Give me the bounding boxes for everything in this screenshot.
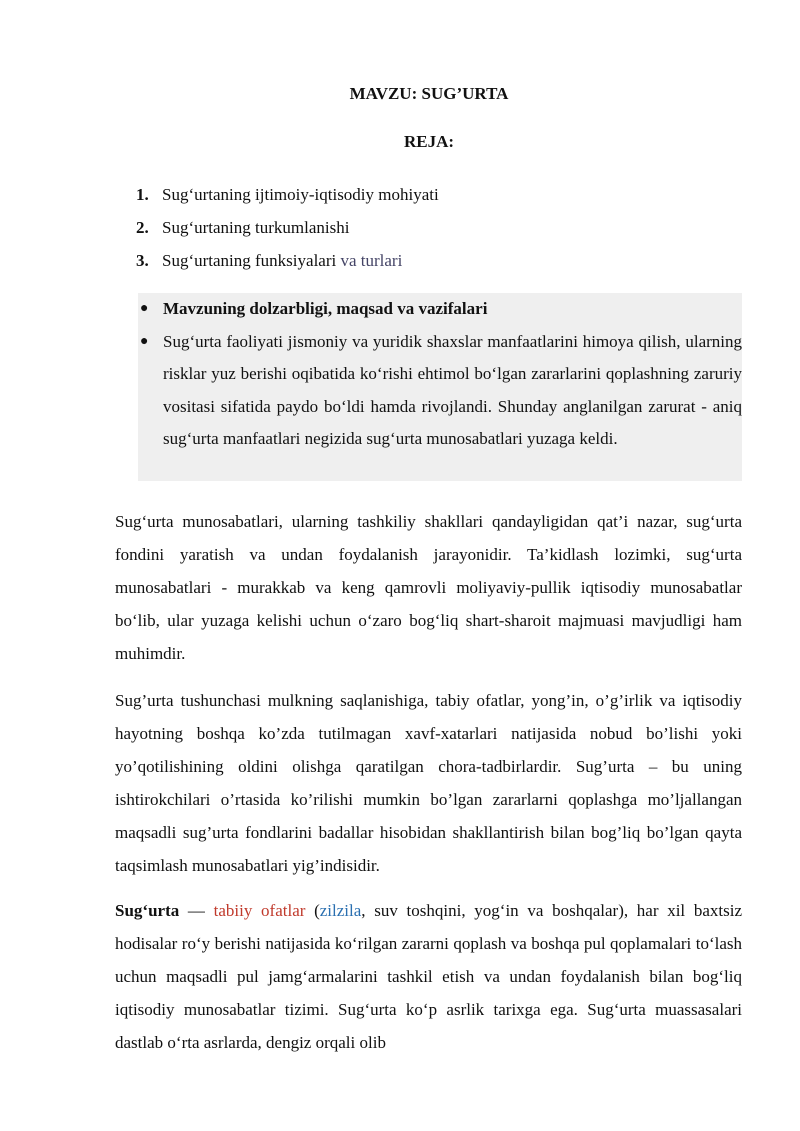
link-earthquake[interactable]: zilzila: [319, 901, 362, 920]
plan-item-number: 2.: [136, 218, 149, 237]
plan-item-text: Sug‘urtaning funksiyalari: [162, 251, 337, 270]
plan-item-text: Sug‘urtaning ijtimoiy-iqtisodiy mohiyati: [162, 185, 439, 204]
paragraph: Sug’urta tushunchasi mulkning saqlanishiga, tabiy ofatlar, yong’in, o’g’irlik va iqtisodiy hayotning boshqa ko’zda tutilmagan xavf-xatarlari natijasida nobud bo’lishi yoki yo’qotilishining oldini olishga qaratilgan chora-tadbirlardir. Sug’urta – bu uning ishtirokchilari o’rtasida ko’rilishi mumkin bo’lgan zararlarni qoplashga mo’ljallangan maqsadli sug’urta fondlarini badallar hisobidan shakllantirish bilan bog’liq bo’lgan qayta taqsimlash munosabatlari yig’indisidir.: [115, 691, 742, 875]
bullet-list: [138, 293, 742, 456]
paragraph-rest: , suv toshqini, yog‘in va boshqalar), har xil baxtsiz hodisalar ro‘y berishi natijasida ko‘rilgan zararni qoplash va boshqa pul qoplamalari to‘lash uchun maqsadli pul jamg‘armalarini tashkil etish va undan foydalanish bilan bog‘liq iqtisodiy munosabatlar tizimi. Sug‘urta ko‘p asrlik tarixga ega. Sug‘urta muassasalari dastlab o‘rta asrlarda, dengiz orqali olib: [115, 901, 742, 1052]
plan-item-number: 1.: [136, 185, 149, 204]
plan-item-text-tail: va turlari: [336, 251, 403, 270]
bullet-dot-icon: ●: [140, 333, 149, 349]
plan-list: [136, 178, 439, 277]
paragraph: [115, 894, 742, 1059]
paren-text: (: [305, 901, 320, 920]
bullet-text: Mavzuning dolzarbligi, maqsad va vazifalari: [163, 299, 488, 318]
plan-item: [136, 178, 439, 211]
plan-item: [136, 211, 439, 244]
bullet-text: Sug‘urta faoliyati jismoniy va yuridik shaxslar manfaatlarini himoya qilish, ularning risklar yuz berishi oqibatida ko‘rishi ehtimol bo‘lgan zararlarini qoplashning zaruriy vositasi sifatida paydo bo‘ldi hamda rivojlandi. Shunday anglanilgan zarurat - aniq sug‘urta manfaatlari negizida sug‘urta munosabatlari yuzaga keldi.: [163, 331, 742, 448]
plan-heading: REJA:: [403, 132, 455, 151]
link-natural-disasters[interactable]: tabiiy ofatlar: [213, 901, 306, 920]
bullet-item: [138, 326, 742, 456]
page-title: MAVZU: SUG’URTA: [349, 84, 509, 103]
term-bold: Sug‘urta: [115, 901, 180, 920]
bullet-item: [138, 293, 742, 326]
dash-text: —: [179, 901, 214, 920]
plan-item-number: 3.: [136, 251, 149, 270]
plan-item: [136, 244, 439, 277]
paragraph: Sug‘urta munosabatlari, ularning tashkiliy shakllari qandayligidan qat’i nazar, sug‘urta fondini yaratish va undan foydalanish jarayonidir. Ta’kidlash lozimki, sug‘urta munosabatlari - murakkab va keng qamrovli moliyaviy-pullik iqtisodiy munosabatlar bo‘lib, ular yuzaga kelishi uchun o‘zaro bog‘liq shart-sharoit majmuasi mavjudligi ham muhimdir.: [115, 512, 742, 663]
plan-item-text: Sug‘urtaning turkumlanishi: [162, 218, 350, 237]
bullet-dot-icon: ●: [140, 301, 149, 316]
